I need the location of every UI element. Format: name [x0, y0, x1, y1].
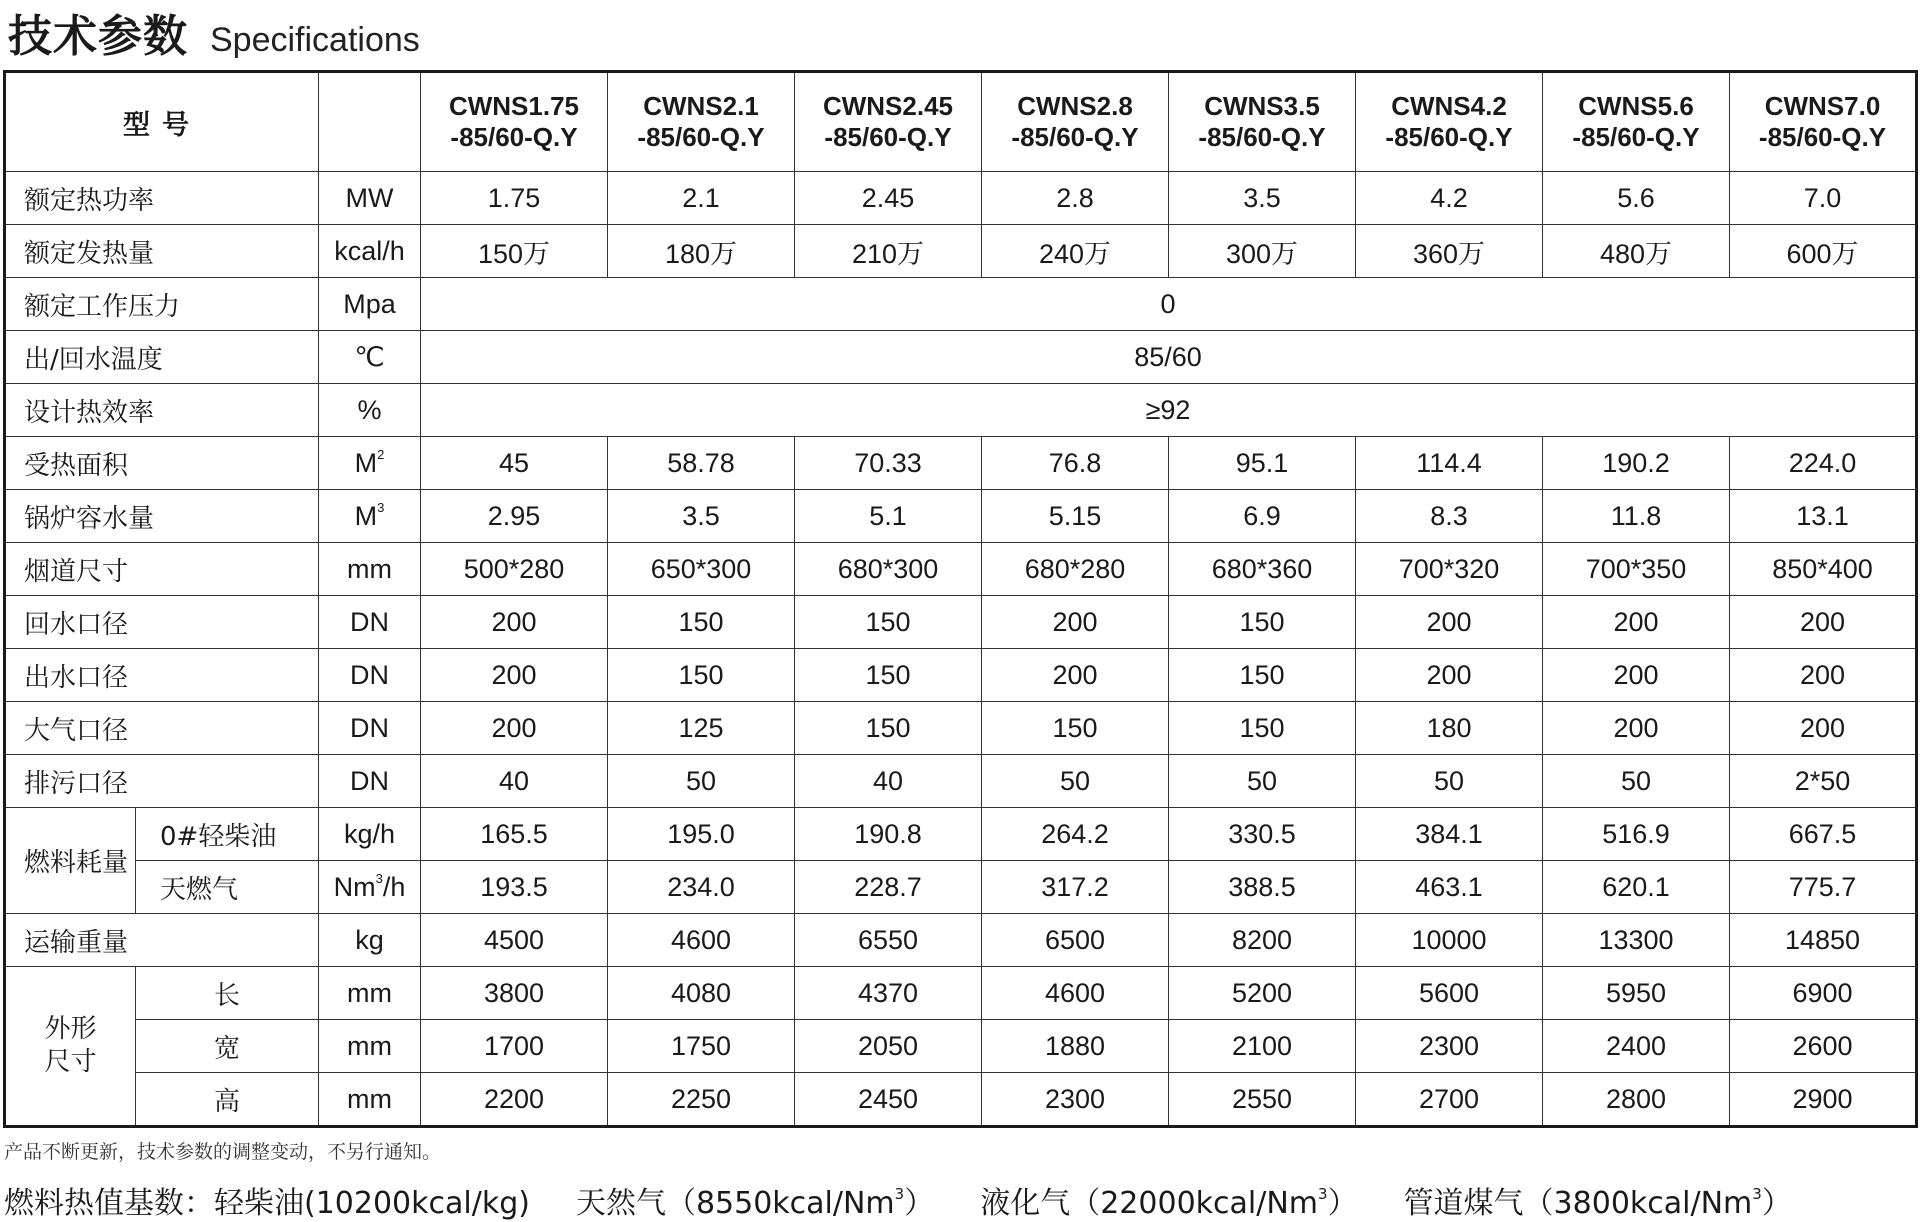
value-cell: 165.5 — [421, 808, 608, 861]
value-cell: 40 — [421, 755, 608, 808]
value-cell: 360万 — [1356, 225, 1543, 278]
value-cell: 150 — [608, 596, 795, 649]
unit-cell: kcal/h — [319, 225, 421, 278]
dimension-label: 长 — [136, 967, 319, 1020]
dimensions-group-label: 外形 尺寸 — [5, 967, 136, 1127]
value-cell: 150 — [795, 596, 982, 649]
value-cell: 2.95 — [421, 490, 608, 543]
value-cell: 2100 — [1169, 1020, 1356, 1073]
value-cell: 200 — [1543, 702, 1730, 755]
title-english: Specifications — [210, 21, 420, 59]
model-name: CWNS3.5 -85/60-Q.Y — [1169, 72, 1356, 172]
value-cell: 388.5 — [1169, 861, 1356, 914]
value-cell: 150 — [1169, 596, 1356, 649]
value-cell: 850*400 — [1730, 543, 1917, 596]
value-cell: 200 — [1730, 596, 1917, 649]
row-label: 烟道尺寸 — [5, 543, 319, 596]
value-cell: 150 — [982, 702, 1169, 755]
value-cell: 6500 — [982, 914, 1169, 967]
header-label: 型号 — [5, 72, 319, 172]
row-label: 额定热功率 — [5, 172, 319, 225]
value-cell: 45 — [421, 437, 608, 490]
row-label: 回水口径 — [5, 596, 319, 649]
value-cell: 330.5 — [1169, 808, 1356, 861]
merged-value-cell: 85/60 — [421, 331, 1917, 384]
row-label: 设计热效率 — [5, 384, 319, 437]
table-row — [5, 914, 1917, 967]
value-cell: 224.0 — [1730, 437, 1917, 490]
table-row — [5, 967, 1917, 1020]
value-cell: 1880 — [982, 1020, 1169, 1073]
table-row — [5, 172, 1917, 225]
table-row — [5, 596, 1917, 649]
value-cell: 8.3 — [1356, 490, 1543, 543]
value-cell: 200 — [421, 702, 608, 755]
value-cell: 5950 — [1543, 967, 1730, 1020]
unit-cell: DN — [319, 702, 421, 755]
unit-cell: mm — [319, 543, 421, 596]
value-cell: 2400 — [1543, 1020, 1730, 1073]
merged-value-cell: ≥92 — [421, 384, 1917, 437]
fuel-type-label: 天燃气 — [136, 861, 319, 914]
value-cell: 11.8 — [1543, 490, 1730, 543]
unit-cell: $M^2$ — [319, 437, 421, 490]
value-cell: 2200 — [421, 1073, 608, 1127]
fuel-calorific-item: 管道煤气（3800kcal/Nm$^3$） — [1403, 1185, 1792, 1221]
value-cell: 5.6 — [1543, 172, 1730, 225]
value-cell: 3.5 — [1169, 172, 1356, 225]
value-cell: 50 — [1543, 755, 1730, 808]
row-label: 出水口径 — [5, 649, 319, 702]
fuel-calorific-item: 液化气（22000kcal/Nm$^3$） — [980, 1185, 1358, 1221]
value-cell: 600万 — [1730, 225, 1917, 278]
value-cell: 1700 — [421, 1020, 608, 1073]
value-cell: 300万 — [1169, 225, 1356, 278]
title-chinese: 技术参数 — [8, 11, 188, 62]
table-row — [5, 649, 1917, 702]
unit-cell: $M^3$ — [319, 490, 421, 543]
value-cell: 463.1 — [1356, 861, 1543, 914]
value-cell: 2.8 — [982, 172, 1169, 225]
value-cell: 6900 — [1730, 967, 1917, 1020]
value-cell: 4.2 — [1356, 172, 1543, 225]
value-cell: 234.0 — [608, 861, 795, 914]
table-row — [5, 543, 1917, 596]
value-cell: 680*360 — [1169, 543, 1356, 596]
value-cell: 8200 — [1169, 914, 1356, 967]
value-cell: 667.5 — [1730, 808, 1917, 861]
value-cell: 2550 — [1169, 1073, 1356, 1127]
value-cell: 180万 — [608, 225, 795, 278]
table-row — [5, 1020, 1917, 1073]
value-cell: 50 — [982, 755, 1169, 808]
value-cell: 1750 — [608, 1020, 795, 1073]
unit-cell: mm — [319, 1073, 421, 1127]
value-cell: 700*350 — [1543, 543, 1730, 596]
value-cell: 240万 — [982, 225, 1169, 278]
value-cell: 200 — [1730, 649, 1917, 702]
value-cell: 95.1 — [1169, 437, 1356, 490]
model-name: CWNS5.6 -85/60-Q.Y — [1543, 72, 1730, 172]
value-cell: 3.5 — [608, 490, 795, 543]
value-cell: 4080 — [608, 967, 795, 1020]
table-row — [5, 437, 1917, 490]
page-title — [8, 0, 420, 62]
value-cell: 76.8 — [982, 437, 1169, 490]
value-cell: 384.1 — [1356, 808, 1543, 861]
value-cell: 4600 — [982, 967, 1169, 1020]
value-cell: 2*50 — [1730, 755, 1917, 808]
value-cell: 40 — [795, 755, 982, 808]
value-cell: 150 — [608, 649, 795, 702]
value-cell: 4370 — [795, 967, 982, 1020]
value-cell: 200 — [1543, 649, 1730, 702]
value-cell: 2300 — [1356, 1020, 1543, 1073]
value-cell: 13300 — [1543, 914, 1730, 967]
merged-value-cell: 0 — [421, 278, 1917, 331]
value-cell: 200 — [1543, 596, 1730, 649]
value-cell: 2.1 — [608, 172, 795, 225]
value-cell: 500*280 — [421, 543, 608, 596]
table-row — [5, 278, 1917, 331]
value-cell: 4500 — [421, 914, 608, 967]
row-label: 大气口径 — [5, 702, 319, 755]
value-cell: 210万 — [795, 225, 982, 278]
value-cell: 50 — [1356, 755, 1543, 808]
value-cell: 150万 — [421, 225, 608, 278]
table-row — [5, 861, 1917, 914]
unit-cell: kg/h — [319, 808, 421, 861]
unit-cell: kg — [319, 914, 421, 967]
value-cell: 620.1 — [1543, 861, 1730, 914]
unit-cell: Nm$^3$/h — [319, 861, 421, 914]
value-cell: 190.2 — [1543, 437, 1730, 490]
value-cell: 2600 — [1730, 1020, 1917, 1073]
fuel-type-label: 0#轻柴油 — [136, 808, 319, 861]
value-cell: 150 — [795, 702, 982, 755]
value-cell: 317.2 — [982, 861, 1169, 914]
table-row — [5, 490, 1917, 543]
value-cell: 2.45 — [795, 172, 982, 225]
fuel-calorific-values — [4, 1178, 1792, 1222]
value-cell: 150 — [1169, 702, 1356, 755]
value-cell: 3800 — [421, 967, 608, 1020]
value-cell: 180 — [1356, 702, 1543, 755]
value-cell: 200 — [421, 596, 608, 649]
value-cell: 1.75 — [421, 172, 608, 225]
row-label: 额定工作压力 — [5, 278, 319, 331]
value-cell: 150 — [1169, 649, 1356, 702]
value-cell: 680*300 — [795, 543, 982, 596]
value-cell: 2900 — [1730, 1073, 1917, 1127]
unit-cell: MW — [319, 172, 421, 225]
table-row — [5, 702, 1917, 755]
table-row — [5, 225, 1917, 278]
value-cell: 2250 — [608, 1073, 795, 1127]
row-label: 运输重量 — [5, 914, 319, 967]
value-cell: 5.15 — [982, 490, 1169, 543]
unit-cell: % — [319, 384, 421, 437]
value-cell: 2450 — [795, 1073, 982, 1127]
unit-cell: DN — [319, 596, 421, 649]
value-cell: 190.8 — [795, 808, 982, 861]
value-cell: 193.5 — [421, 861, 608, 914]
row-label: 受热面积 — [5, 437, 319, 490]
value-cell: 2800 — [1543, 1073, 1730, 1127]
value-cell: 195.0 — [608, 808, 795, 861]
table-row — [5, 384, 1917, 437]
value-cell: 7.0 — [1730, 172, 1917, 225]
value-cell: 516.9 — [1543, 808, 1730, 861]
table-row — [5, 331, 1917, 384]
value-cell: 650*300 — [608, 543, 795, 596]
model-name: CWNS1.75 -85/60-Q.Y — [421, 72, 608, 172]
table-row — [5, 1073, 1917, 1127]
update-note: 产品不断更新，技术参数的调整变动，不另行通知。 — [4, 1141, 442, 1163]
value-cell: 14850 — [1730, 914, 1917, 967]
row-label: 排污口径 — [5, 755, 319, 808]
dimension-label: 宽 — [136, 1020, 319, 1073]
model-name: CWNS4.2 -85/60-Q.Y — [1356, 72, 1543, 172]
value-cell: 5600 — [1356, 967, 1543, 1020]
value-cell: 4600 — [608, 914, 795, 967]
value-cell: 480万 — [1543, 225, 1730, 278]
value-cell: 264.2 — [982, 808, 1169, 861]
row-label: 出/回水温度 — [5, 331, 319, 384]
model-name: CWNS2.45 -85/60-Q.Y — [795, 72, 982, 172]
value-cell: 2700 — [1356, 1073, 1543, 1127]
value-cell: 200 — [1730, 702, 1917, 755]
value-cell: 200 — [982, 649, 1169, 702]
value-cell: 5.1 — [795, 490, 982, 543]
value-cell: 6550 — [795, 914, 982, 967]
model-name: CWNS2.1 -85/60-Q.Y — [608, 72, 795, 172]
value-cell: 125 — [608, 702, 795, 755]
unit-cell: Mpa — [319, 278, 421, 331]
value-cell: 114.4 — [1356, 437, 1543, 490]
value-cell: 58.78 — [608, 437, 795, 490]
value-cell: 200 — [982, 596, 1169, 649]
value-cell: 10000 — [1356, 914, 1543, 967]
unit-cell: DN — [319, 755, 421, 808]
value-cell: 200 — [1356, 649, 1543, 702]
value-cell: 6.9 — [1169, 490, 1356, 543]
model-name: CWNS2.8 -85/60-Q.Y — [982, 72, 1169, 172]
value-cell: 70.33 — [795, 437, 982, 490]
value-cell: 228.7 — [795, 861, 982, 914]
value-cell: 5200 — [1169, 967, 1356, 1020]
value-cell: 13.1 — [1730, 490, 1917, 543]
value-cell: 200 — [421, 649, 608, 702]
unit-cell: mm — [319, 967, 421, 1020]
fuel-group-label: 燃料耗量 — [5, 808, 136, 914]
value-cell: 50 — [1169, 755, 1356, 808]
value-cell: 680*280 — [982, 543, 1169, 596]
specifications-table — [3, 70, 1918, 1128]
value-cell: 775.7 — [1730, 861, 1917, 914]
fuel-calorific-item: 天然气（8550kcal/Nm$^3$） — [575, 1185, 935, 1221]
row-label: 额定发热量 — [5, 225, 319, 278]
table-body — [5, 72, 1917, 1127]
fuel-calorific-item: 燃料热值基数：轻柴油(10200kcal/kg) — [4, 1186, 530, 1221]
header-row — [5, 72, 1917, 172]
value-cell: 200 — [1356, 596, 1543, 649]
value-cell: 2050 — [795, 1020, 982, 1073]
table-row — [5, 808, 1917, 861]
dimension-label: 高 — [136, 1073, 319, 1127]
unit-cell: DN — [319, 649, 421, 702]
row-label: 锅炉容水量 — [5, 490, 319, 543]
value-cell: 2300 — [982, 1073, 1169, 1127]
value-cell: 150 — [795, 649, 982, 702]
table-row — [5, 755, 1917, 808]
value-cell: 700*320 — [1356, 543, 1543, 596]
value-cell: 50 — [608, 755, 795, 808]
unit-cell: mm — [319, 1020, 421, 1073]
model-name: CWNS7.0 -85/60-Q.Y — [1730, 72, 1917, 172]
header-unit-blank — [319, 72, 421, 172]
unit-cell: ℃ — [319, 331, 421, 384]
